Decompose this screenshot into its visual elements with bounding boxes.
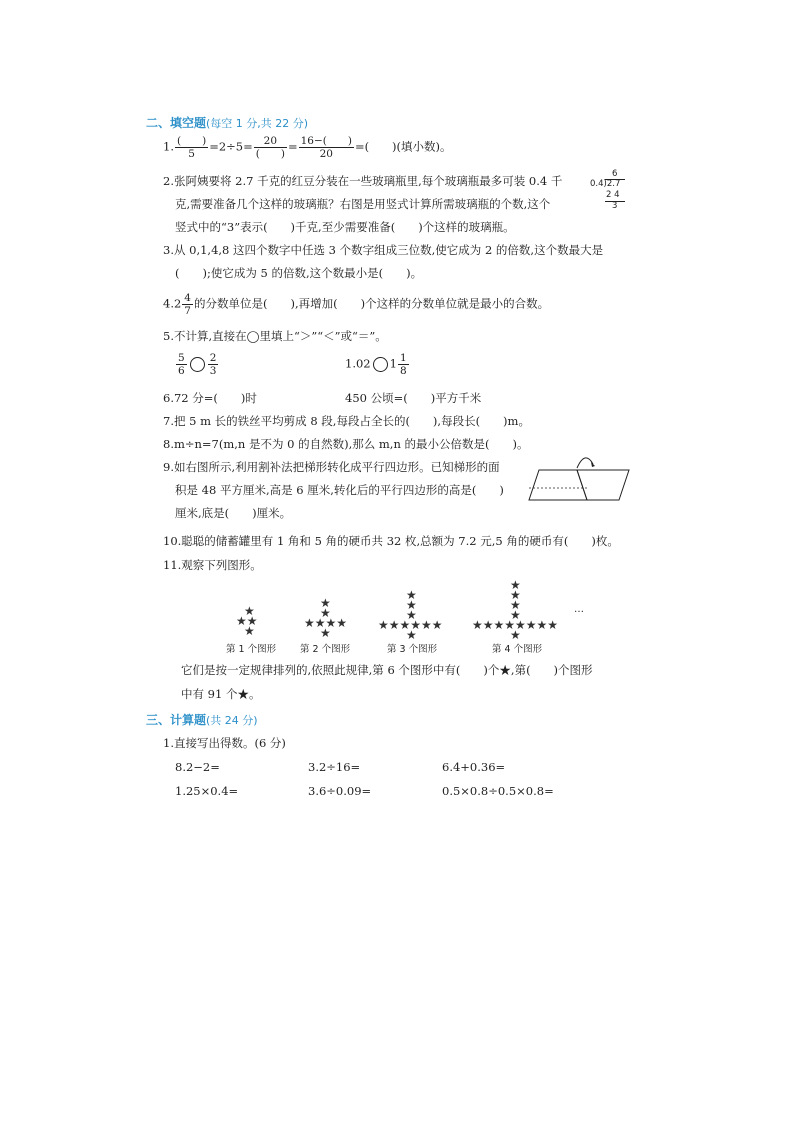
mixed-number-integer: 4.2 — [163, 296, 182, 311]
question-5-text: 5.不计算,直接在◯里填上“＞”“＜”或“＝”。 — [163, 329, 387, 343]
trapezoid-figure — [525, 450, 635, 508]
star-icon: ★ — [510, 578, 521, 592]
question-7: 7.把 5 m 长的铁丝平均剪成 8 段,每段占全长的( ),每段长( )m。 — [163, 414, 530, 428]
division-product: 2 4 — [606, 190, 620, 200]
question-text: =2÷5= — [209, 139, 253, 154]
section-title-text: 三、计算题 — [146, 713, 207, 727]
figure-4-label: 第 4 个图形 — [492, 644, 543, 655]
question-8: 8.m÷n=7(m,n 是不为 0 的自然数),那么 m,n 的最小公倍数是( )。 — [163, 437, 529, 451]
question-text: 的分数单位是( ),再增加( )个这样的分数单位就是最小的合数。 — [193, 296, 550, 311]
question-text: =( )(填小数)。 — [354, 139, 452, 154]
calc-item: 6.4+0.36= — [442, 760, 506, 774]
division-expression: 0.4)2.7 — [590, 179, 621, 189]
answer-circle[interactable] — [373, 357, 388, 372]
question-6-b: 450 公顷=( )平方千米 — [345, 391, 482, 405]
star-row-icon: ★★★★★★ — [378, 618, 443, 632]
question-11-line-2: 中有 91 个★。 — [181, 687, 261, 701]
calc-item: 8.2−2= — [175, 760, 220, 774]
fraction-denominator: 8 — [399, 365, 407, 377]
star-icon: ★ — [510, 588, 521, 602]
arrow-head-icon — [591, 462, 595, 467]
section-subtitle-text: (共 24 分) — [206, 714, 258, 727]
question-11-text: 11.观察下列图形。 — [163, 558, 262, 572]
question-2-line-2: 克,需要准备几个这样的玻璃瓶？右图是用竖式计算所需玻璃瓶的个数,这个 — [175, 197, 551, 211]
question-1 — [163, 135, 452, 160]
answer-circle[interactable] — [190, 357, 205, 372]
question-9-line-3: 厘米,底是( )厘米。 — [175, 506, 292, 520]
figure-2-label: 第 2 个图形 — [300, 644, 351, 655]
star-icon: ★ — [244, 624, 255, 638]
figure-3-label: 第 3 个图形 — [387, 644, 438, 655]
fraction-numerator: 1 — [399, 352, 407, 364]
question-10: 10.聪聪的储蓄罐里有 1 角和 5 角的硬币共 32 枚,总额为 7.2 元,5 角的硬币有( )枚。 — [163, 534, 619, 548]
fraction-numerator: 5 — [178, 352, 185, 364]
rotate-arrow — [577, 458, 593, 468]
mixed-number-integer: 1 — [389, 356, 397, 371]
star-icon: ★ — [320, 626, 331, 640]
star-icon: ★ — [510, 598, 521, 612]
star-icon: ★ — [406, 588, 417, 602]
figure-1-label: 第 1 个图形 — [226, 644, 277, 655]
fraction-denominator: 5 — [188, 148, 195, 160]
fraction — [176, 352, 187, 377]
fraction — [254, 135, 287, 160]
question-9-line-2: 积是 48 平方厘米,高是 6 厘米,转化后的平行四边形的高是( ) — [175, 483, 504, 497]
star-icon: ★ — [406, 598, 417, 612]
star-icon: ★ — [244, 604, 255, 618]
long-division-figure — [590, 170, 630, 214]
division-quotient: 6 — [612, 169, 618, 179]
fraction-numerator: 2 — [209, 352, 217, 364]
calc-item: 0.5×0.8÷0.5×0.8= — [442, 784, 554, 798]
fraction — [182, 292, 193, 317]
question-text: = — [287, 139, 298, 154]
star-icon: ★ — [320, 606, 331, 620]
ellipsis: … — [574, 604, 584, 615]
question-5-compare-a — [175, 352, 219, 377]
calc-item: 1.25×0.4= — [175, 784, 239, 798]
question-6-a: 6.72 分=( )时 — [163, 391, 257, 405]
section-subtitle-text: (每空 1 分,共 22 分) — [206, 117, 309, 130]
fraction-denominator: ( ) — [255, 148, 285, 160]
question-4 — [163, 292, 549, 317]
fraction — [175, 135, 208, 160]
star-icon: ★ — [406, 608, 417, 622]
section-title-fill-blank — [146, 114, 308, 131]
fraction-numerator: 4 — [184, 292, 191, 304]
fraction-denominator: 20 — [319, 148, 333, 160]
question-5-compare-b — [345, 352, 410, 377]
fraction-denominator: 7 — [184, 305, 191, 317]
calc-item: 3.6÷0.09= — [308, 784, 372, 798]
division-remainder: 3 — [612, 201, 618, 211]
section-title-calculation — [146, 711, 258, 728]
star-icon: ★ — [320, 596, 331, 610]
question-number: 1. — [163, 139, 174, 154]
star-icon: ★ — [510, 628, 521, 642]
question-2-line-3: 竖式中的“3”表示( )千克,至少需要准备( )个这样的玻璃瓶。 — [175, 220, 515, 234]
star-row-icon: ★★★★ — [304, 616, 348, 630]
star-icon: ★ — [510, 608, 521, 622]
question-2-line-1: 2.张阿姨要将 2.7 千克的红豆分装在一些玻璃瓶里,每个玻璃瓶最多可装 0.4 千 — [163, 174, 563, 188]
question-3-line-1: 3.从 0,1,4,8 这四个数字中任选 3 个数字组成三位数,使它成为 2 的倍数,这个数最大是 — [163, 243, 604, 257]
fraction-denominator: 6 — [178, 365, 185, 377]
fraction — [398, 352, 409, 377]
fraction-numerator: 20 — [254, 135, 287, 148]
question-11-line-1: 它们是按一定规律排列的,依照此规律,第 6 个图形中有( )个★,第( )个图形 — [181, 663, 593, 677]
question-9-line-1: 9.如右图所示,利用割补法把梯形转化成平行四边形。已知梯形的面 — [163, 460, 500, 474]
decimal-value: 1.02 — [345, 356, 371, 371]
fraction-denominator: 3 — [209, 365, 217, 377]
fraction-numerator: 16−( ) — [300, 135, 352, 147]
star-row-icon: ★★★★★★★★ — [472, 618, 559, 632]
fraction — [208, 352, 219, 377]
fraction-numerator: ( ) — [176, 135, 207, 147]
star-icon: ★ — [406, 628, 417, 642]
calc-item: 3.2÷16= — [308, 760, 361, 774]
fraction — [299, 135, 354, 160]
moved-piece — [577, 470, 629, 500]
section-title-text: 二、填空题 — [146, 116, 207, 130]
calc-question-title: 1.直接写出得数。(6 分) — [163, 736, 286, 750]
star-row-icon: ★★ — [236, 614, 258, 628]
question-3-line-2: ( );使它成为 5 的倍数,这个数最小是( )。 — [175, 266, 423, 280]
